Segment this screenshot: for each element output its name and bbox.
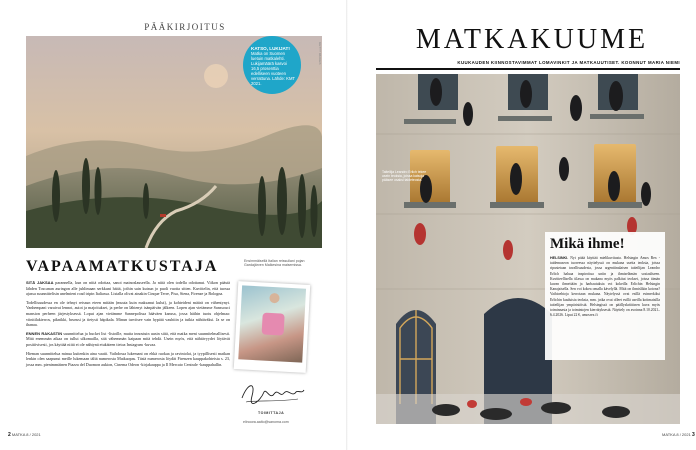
article-title: Mikä ihme! [550,236,625,252]
editorial-body [26,280,230,370]
photo-credit: GETTY IMAGES [318,42,322,65]
signature-role: TOIMITTAJA [258,411,285,415]
article-box [545,232,665,360]
masthead-subhead: KUUKAUDEN KIINNOSTAVIMMAT LOMAVINKIT JA MATKAUUTISET. KOONNUT MARIA NIEMI [457,60,680,65]
paragraph: Hieman suunnittelua minua kuitenkin aina vaatii. Vaihdossa lukemani on ehkä ruokaa ja ravintolat, ja tyypillisesti matkan lenkin olen saapunut meille lukemaan tältä numerosta Matkaopas. Tästä numerosta löydät Firenzen kauppakohteista s. 23, jossa mm. pienimmäinen Piazza del Duomon aukion, Cinema Odeon -kirjakauppa ja Il Mercato Centrale -kauppahallin. [26,350,230,367]
handwritten-signature [238,378,308,408]
article-body: HELSINKI. Nyt pitää käyttää mielikuvitusta. Helsingin Amos Rex -taidemuseon tuoreessa näyttelyssä on mukana useita teoksia, joissa ripustetaan tavallisuudesta, jossa argentiinalaisen taiteilijan Leandro Erlich haluaa inspiroitua uniin ja ihmiselämän sosiaaliseen. Kuvitteellisella tilassa on mukana myös palkitut teokset, joissa tämän kuvan ihmeitään ja harhautuksia voi kokeilla Erlichin Helsingin Kanajaisella. Sen voi kokea omalla kävelyllä. Mitä on ihmislikin kotona? Vaihtoehtoja kerrotaan mukana. Näytelyssä ovat esillä esimerkiksi Erlichin kuuluisia teoksia, mm. jotka ovat olleet esillä useilla kotimaisilla taiteilijan ympäristöistä. Helsingissä on päällyskriittinen kuva myös toiminnasta ja toimintojen kierrätyksestä. Näyttely on avoinna 8.10.2021–6.4.2026. Liput 22 €, amosrex.fi [550,256,660,318]
polaroid-caption: Ensimmäisellä Italian reissullani pojan Gardajärven Malkesina maisemissa. [244,259,305,268]
polaroid-photo [234,281,311,373]
section-label: PÄÄKIRJOITUS [144,22,226,32]
folio-right: MATKA 8 / 2021 3 [662,432,695,438]
editorial-headline: VAPAAMATKUSTAJA [26,258,219,275]
folio-left: 2 MATKA 8 / 2021 [8,432,41,438]
photo-caption-right: Taiteilija Leandro Erlich tekee usein teoksia, joissa katsoja pääsee osaksi taideteosta. [382,170,427,183]
readership-badge [243,36,301,94]
header-rule [376,68,680,70]
masthead: MATKAKUUME [415,24,649,55]
paragraph: Todellisuudessa en ole tehnyt reissun eteen mitään (muuta kuin maksanut kulut), ja kohteideni määrä on vähentynyt. Vanhempani varaivat lennot, autot ja majoitukset, ja perhe on lähtenyt isänpäivän jälkeen. Lopen ajan vietämme Sanssouci mansion perheen järjestyksessä. Loput ajan vietämme Sannepolissa hääväen kanssa, jossa häihin tuotu ohjelmaa: viinitilakierros, piknikki, brunssi ja tietysti häpikala. Minun tarvitsee vain hypätä vauhtiin ja tutkia nähtäväksi. Ja se on ihanaa. [26,299,230,328]
paragraph: ENNEN RAKASTIN suunnittelua ja bucket list -listoille, mutta innostuin uusin siitä, että matka meni suunnitelmallisesti. Mitä enemmän aikaa on tullut ulkomailla, sitä vähemmän kaipaan mitä tehdä. Usein myös, että nähtävyydet löytävät positiivisesti, jos käyttää niitä ei ole nähtynä etukäteen tietoa Instagram -kuvaa. [26,330,230,347]
badge-text: Matka on Suomen luetuin matkalehti. Lukijamäärä kasvoi 16,5 prosenttia edelliseen vuoteen verrattuna. Lähde: KMT 2021. [251,51,295,86]
signature-email[interactable]: elinoora.aalto@sanoma.com [243,420,289,424]
paragraph: SITÄ JAKSAA parannella, kun on niitä odottaa, sanoi mainoslauseella. Ja niitä olen todella odottanut. Viikon päästä lähden Toscanan auringon alle juhlimaan serkkuni häitä, joihin sain kutsun jo puoli vuotta sitten. Kuvittelin, että tuossa ajassa suunnittelisin unelmieni road tripin Italiassa. Listalla olivat ainakin Cinque Terre, Pisa, Siena, Firenze ja Bologna. [26,280,230,297]
badge-title: KATSO, LUKIJAT! [251,46,290,51]
